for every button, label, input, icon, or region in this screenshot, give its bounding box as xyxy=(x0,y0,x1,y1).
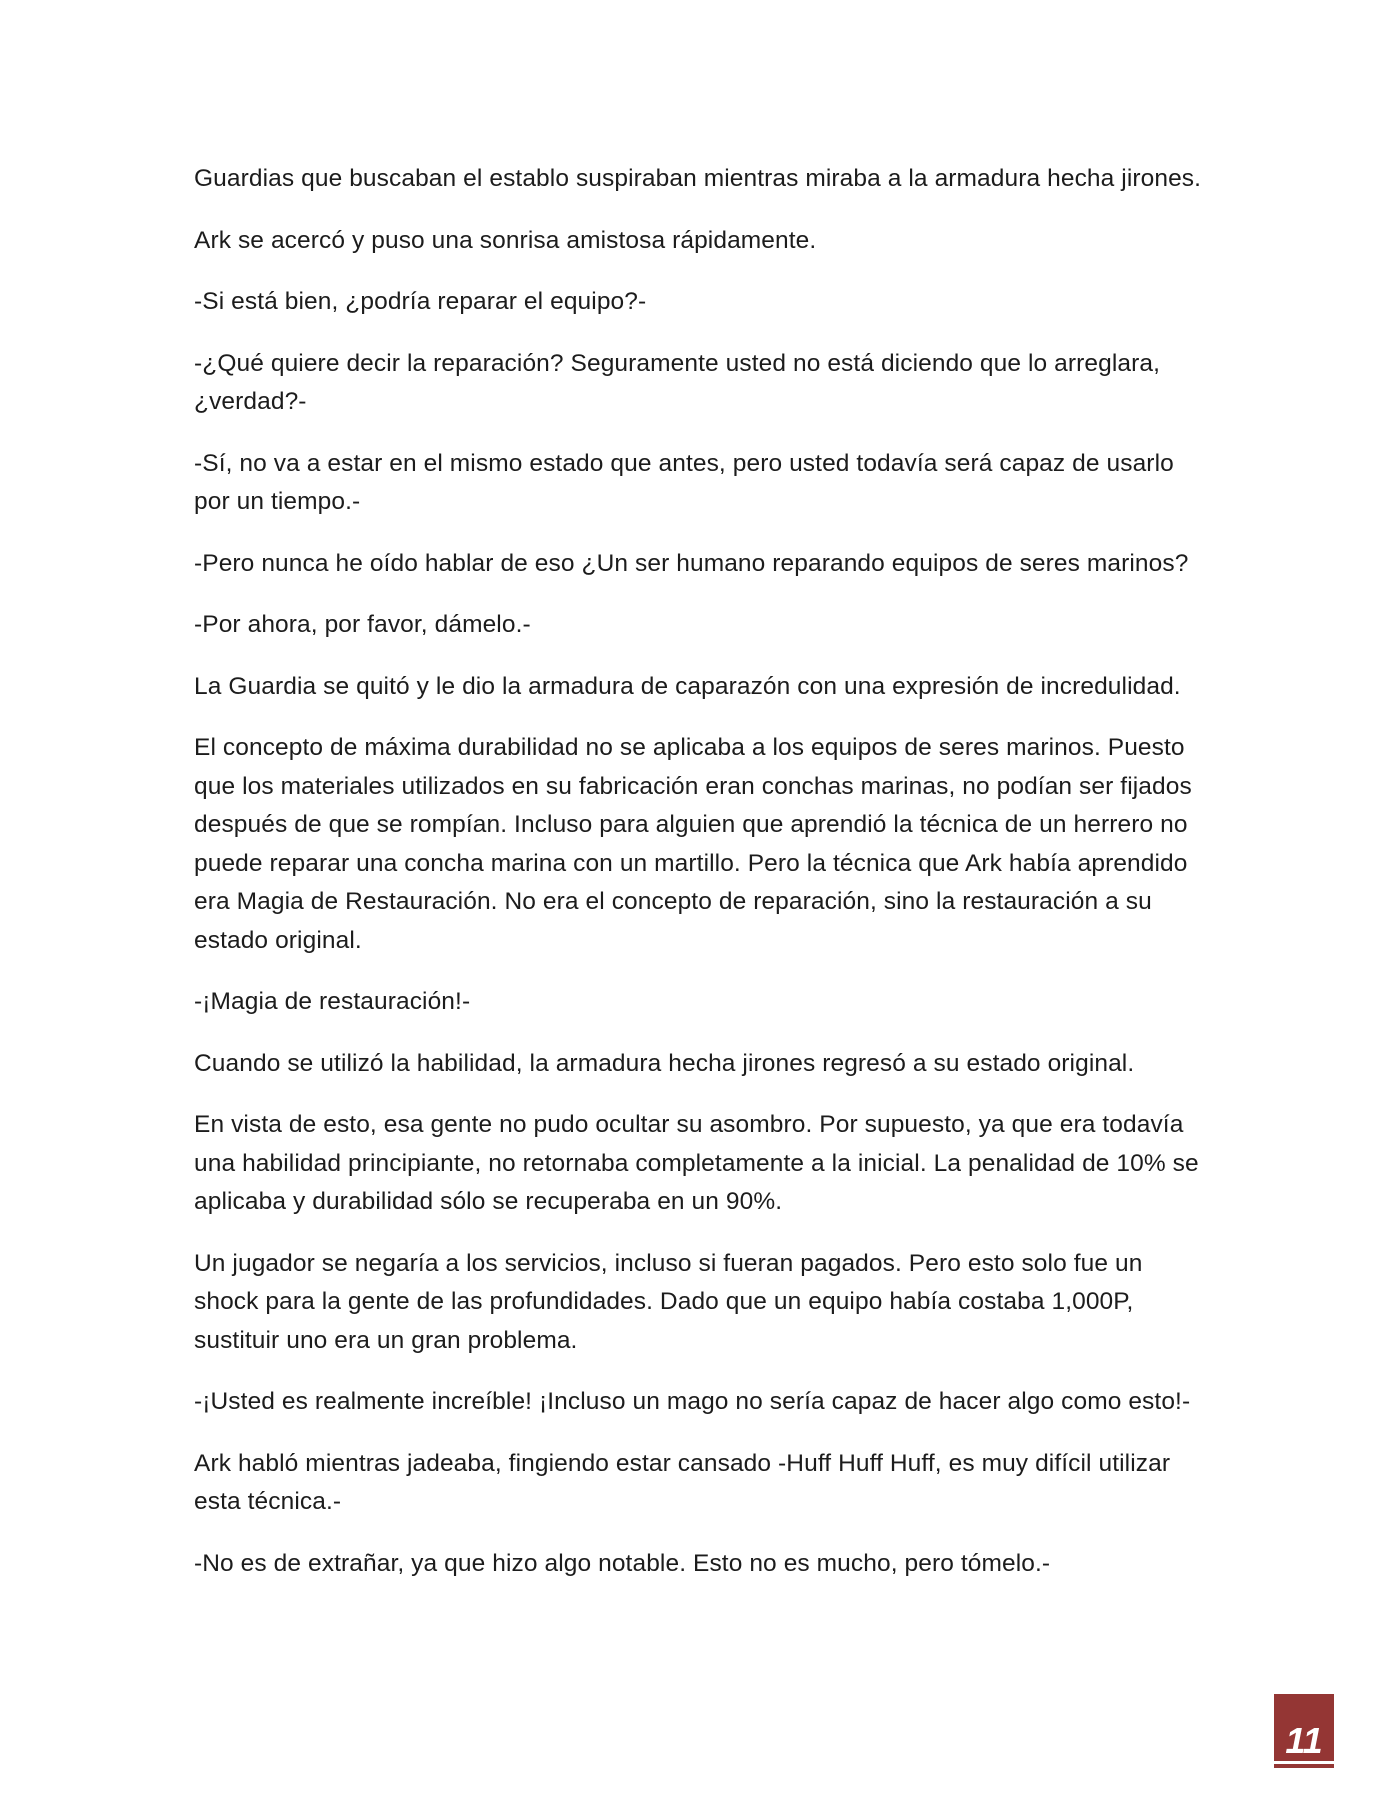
paragraph: -Sí, no va a estar en el mismo estado que antes, pero usted todavía será capaz de usarlo por un tiempo.- xyxy=(194,449,1174,515)
paragraph: Guardias que buscaban el establo suspiraban mientras miraba a la armadura hecha jirones. xyxy=(194,165,1202,192)
paragraph: -¡Usted es realmente increíble! ¡Incluso un mago no sería capaz de hacer algo como esto!- xyxy=(194,1388,1191,1415)
paragraph: Cuando se utilizó la habilidad, la armadura hecha jirones regresó a su estado original. xyxy=(194,1049,1135,1077)
page-body xyxy=(194,160,1210,1606)
page-number: 11 xyxy=(1285,1720,1323,1761)
paragraph: En vista de esto, esa gente no pudo ocultar su asombro. Por supuesto, ya que era todavía una habilidad principiante, no retornaba completamente a la inicial. La penalidad de 10% se aplicaba y durabilidad sólo se recuperaba en un 90%. xyxy=(194,1111,1199,1215)
paragraph: La Guardia se quitó y le dio la armadura de caparazón con una expresión de incredulidad. xyxy=(194,672,1181,700)
page-number-badge xyxy=(1274,1694,1334,1764)
paragraph: -No es de extrañar, ya que hizo algo notable. Esto no es mucho, pero tómelo.- xyxy=(194,1549,1051,1577)
paragraph: -¡Magia de restauración!- xyxy=(194,988,471,1015)
paragraph: Ark se acercó y puso una sonrisa amistosa rápidamente. xyxy=(194,226,817,254)
paragraph: -Por ahora, por favor, dámelo.- xyxy=(194,611,531,638)
paragraph: -Pero nunca he oído hablar de eso ¿Un ser humano reparando equipos de seres marinos? xyxy=(194,549,1189,577)
paragraph: Ark habló mientras jadeaba, fingiendo estar cansado -Huff Huff Huff, es muy difícil utilizar esta técnica.- xyxy=(194,1449,1171,1515)
paragraph: -Si está bien, ¿podría reparar el equipo?- xyxy=(194,288,647,315)
paragraph: -¿Qué quiere decir la reparación? Seguramente usted no está diciendo que lo arreglara, ¿verdad?- xyxy=(194,349,1161,415)
paragraph: Un jugador se negaría a los servicios, incluso si fueran pagados. Pero esto solo fue un shock para la gente de las profundidades. Dado que un equipo había costaba 1,000P, sustituir uno era un gran problema. xyxy=(194,1249,1143,1354)
paragraph: El concepto de máxima durabilidad no se aplicaba a los equipos de seres marinos. Puesto que los materiales utilizados en su fabricación eran conchas marinas, no podían ser fijados después de que se rompían. Incluso para alguien que aprendió la técnica de un herrero no puede reparar una concha marina con un martillo. Pero la técnica que Ark había aprendido era Magia de Restauración. No era el concepto de reparación, sino la restauración a su estado original. xyxy=(194,734,1192,954)
